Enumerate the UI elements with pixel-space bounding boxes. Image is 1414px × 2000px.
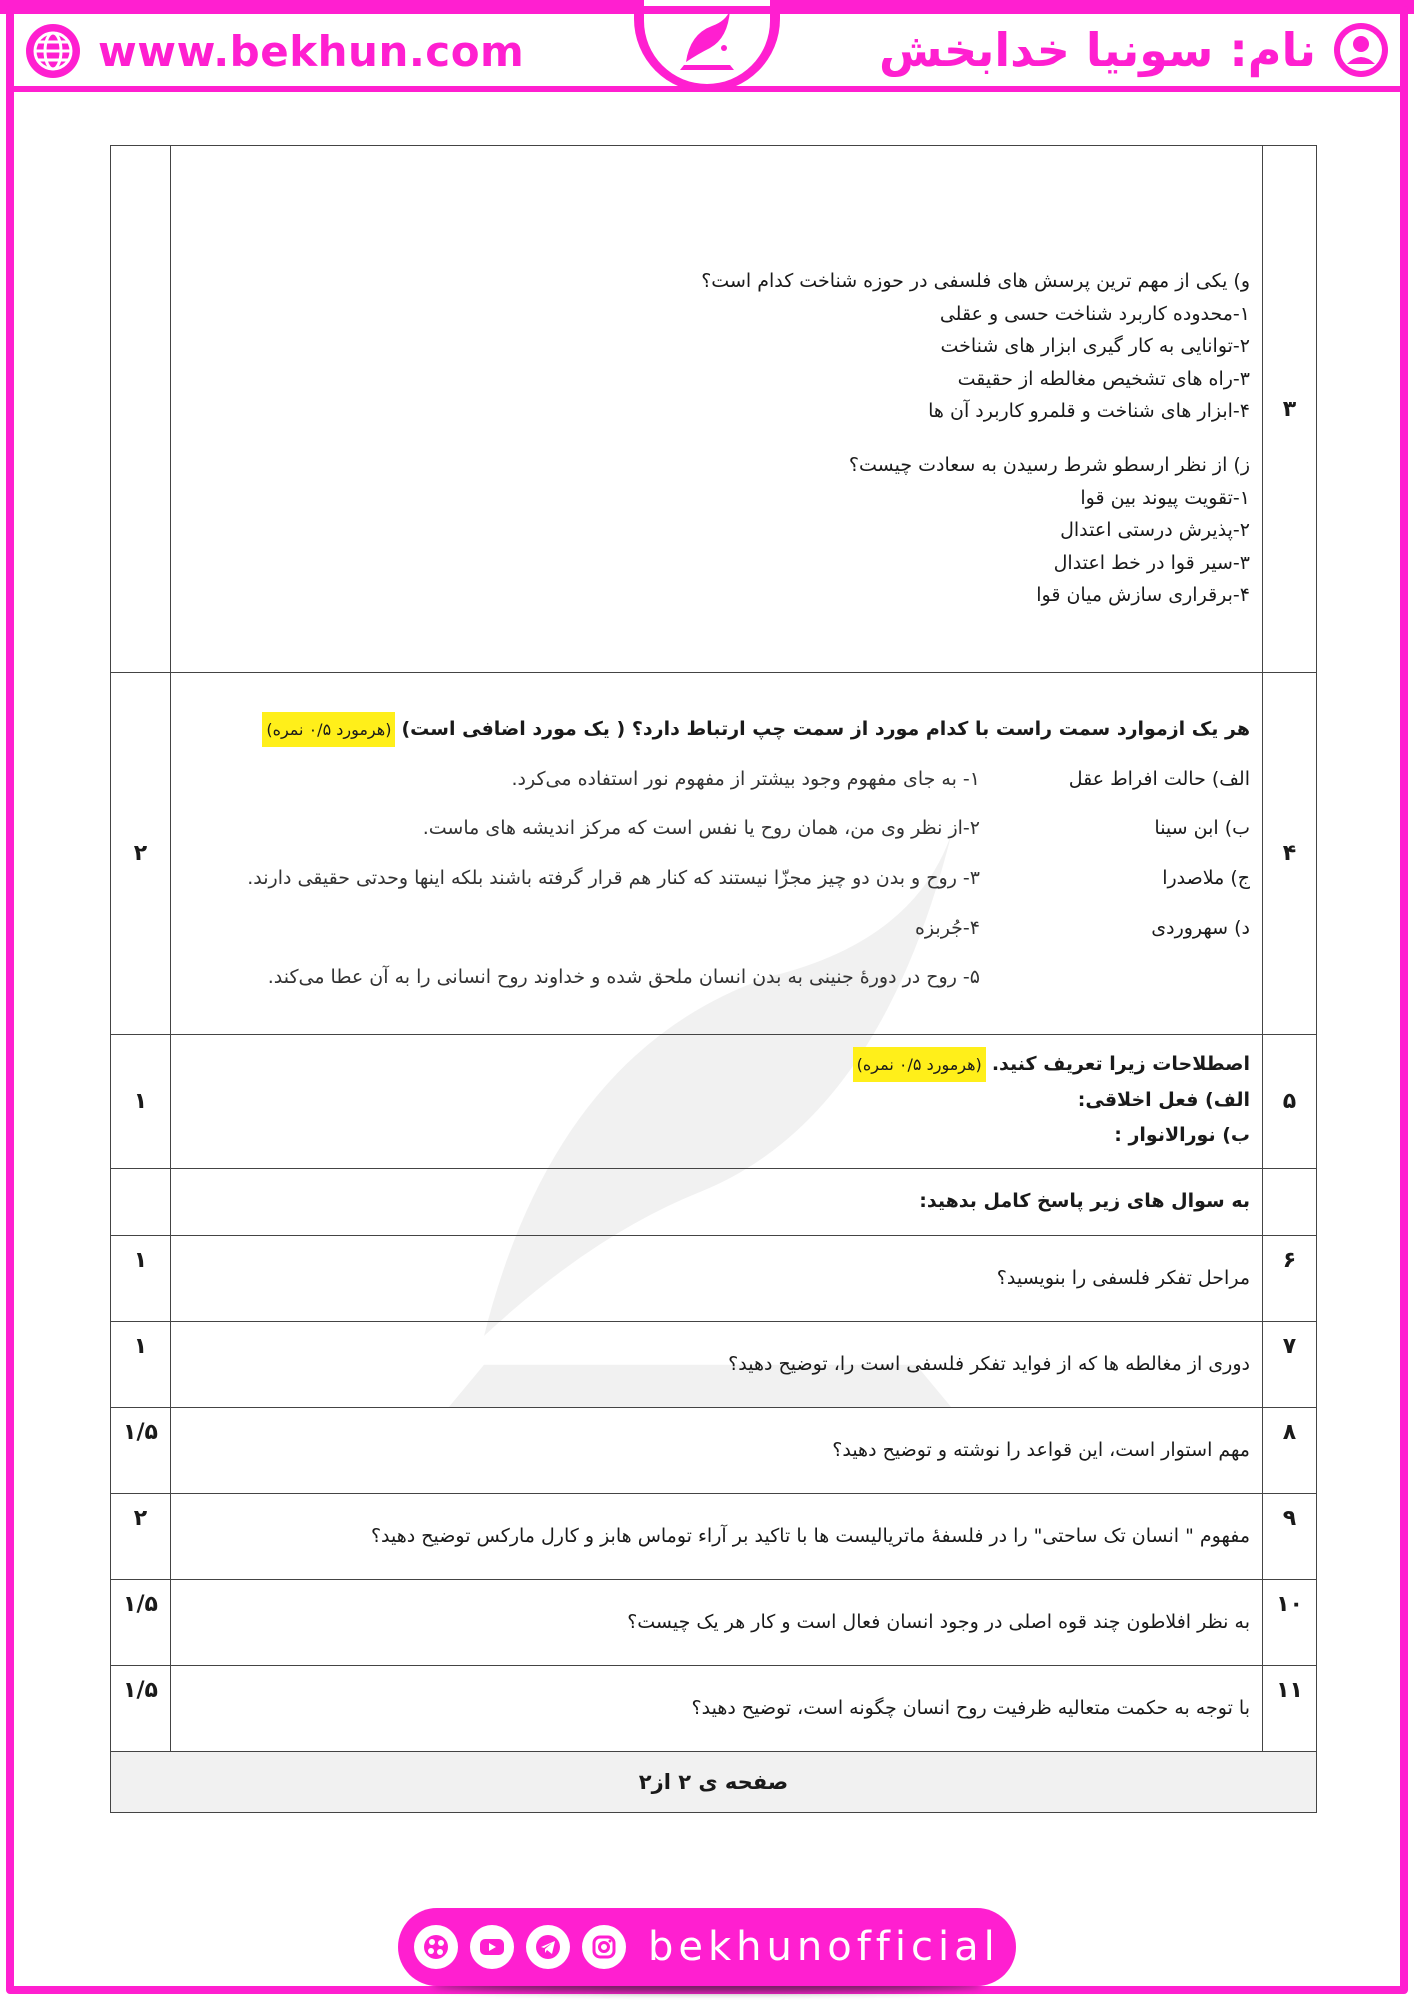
question-text: مفهوم " انسان تک ساحتی" را در فلسفۀ ماتریالیست ها با تاکید بر آراء توماس هابز و کارل مارکس توضیح دهید؟: [171, 1494, 1263, 1580]
question-body: [171, 146, 1263, 673]
question-number: ۷: [1263, 1322, 1317, 1408]
table-row: [111, 1236, 1317, 1322]
option-item: ۱-تقویت پیوند بین قوا: [1080, 486, 1250, 509]
question-text: مراحل تفکر فلسفی را بنویسید؟: [171, 1236, 1263, 1322]
term-item: ب) نورالانوار :: [1114, 1124, 1250, 1147]
match-definition: ۳- روح و بدن دو چیز مجزّا نیستند که کنار هم قرار گرفته باشند بلکه اینها وحدتی حقیقی دارند.: [247, 867, 980, 889]
option-item: ۲-پذیرش درستی اعتدال: [1060, 519, 1250, 542]
table-row: [111, 146, 1317, 673]
website-url: www.bekhun.com: [98, 26, 525, 76]
telegram-icon[interactable]: [526, 1925, 570, 1969]
question-body: [171, 1035, 1263, 1169]
question-score: ۲: [111, 673, 171, 1035]
question-score: ۱/۵: [111, 1666, 171, 1752]
social-handle[interactable]: bekhunofficial: [648, 1924, 1000, 1970]
question-number: ۱۰: [1263, 1580, 1317, 1666]
match-row: [183, 865, 1250, 893]
student-name: نام: سونیا خدابخش: [878, 23, 1316, 77]
match-term: ج) ملاصدرا: [1162, 867, 1250, 889]
question-score: ۲: [111, 1494, 171, 1580]
score-note: (هرمورد ۰/۵ نمره): [853, 1047, 986, 1082]
table-row: [111, 1035, 1317, 1169]
question-score: ۱/۵: [111, 1580, 171, 1666]
question-number: ۵: [1263, 1035, 1317, 1169]
question-text: مهم استوار است، این قواعد را نوشته و توضیح دهید؟: [171, 1408, 1263, 1494]
question-title: هر یک ازموارد سمت راست با کدام مورد از سمت چپ ارتباط دارد؟ ( یک مورد اضافی است): [401, 718, 1250, 741]
match-definition: ۵- روح در دورۀ جنینی به بدن انسان ملحق شده و خداوند روح انسانی را به آن عطا می‌کند.: [267, 966, 980, 989]
table-row: [111, 1494, 1317, 1580]
table-row: [111, 1666, 1317, 1752]
aparat-icon[interactable]: [414, 1925, 458, 1969]
question-title: اصطلاحات زیرا تعریف کنید.: [991, 1053, 1250, 1076]
youtube-icon[interactable]: [470, 1925, 514, 1969]
match-row: [183, 766, 1250, 794]
question-text: با توجه به حکمت متعالیه ظرفیت روح انسان چگونه است، توضیح دهید؟: [171, 1666, 1263, 1752]
question-text: به نظر افلاطون چند قوه اصلی در وجود انسان فعال است و کار هر یک چیست؟: [171, 1580, 1263, 1666]
exam-table: [110, 145, 1317, 1813]
question-stem: و) یکی از مهم ترین پرسش های فلسفی در حوزه شناخت کدام است؟: [701, 270, 1250, 293]
question-number: ۳: [1263, 146, 1317, 673]
question-stem: ز) از نظر ارسطو شرط رسیدن به سعادت چیست؟: [848, 454, 1250, 476]
instagram-icon[interactable]: [582, 1925, 626, 1969]
question-number: ۹: [1263, 1494, 1317, 1580]
table-row: [111, 1408, 1317, 1494]
question-score: ۱/۵: [111, 1408, 171, 1494]
term-item: الف) فعل اخلاقی:: [1077, 1088, 1250, 1111]
option-item: ۳-سیر قوا در خط اعتدال: [1053, 551, 1250, 574]
page-number: صفحه ی ۲ از۲: [111, 1752, 1317, 1813]
question-score: ۱: [111, 1035, 171, 1169]
question-score: ۱: [111, 1322, 171, 1408]
option-item: ۱-محدوده کاربرد شناخت حسی و عقلی: [939, 302, 1250, 325]
question-number: ۶: [1263, 1236, 1317, 1322]
match-row: [183, 815, 1250, 843]
section-heading: به سوال های زیر پاسخ کامل بدهید:: [171, 1169, 1263, 1236]
option-item: ۳-راه های تشخیص مغالطه از حقیقت: [957, 367, 1250, 390]
option-item: ۴-ابزار های شناخت و قلمرو کاربرد آن ها: [928, 400, 1250, 423]
table-row: [111, 1169, 1317, 1236]
match-definition: ۲-از نظر وی من، همان روح یا نفس است که مرکز اندیشه های ماست.: [422, 817, 980, 840]
table-row: [111, 1580, 1317, 1666]
social-bar: [398, 1908, 1016, 1986]
score-note: (هرمورد ۰/۵ نمره): [262, 712, 395, 747]
match-term: د) سهروردی: [1151, 916, 1250, 939]
table-row: [111, 673, 1317, 1035]
table-row: [111, 1322, 1317, 1408]
match-term: الف) حالت افراط عقل: [1068, 767, 1250, 790]
match-definition: ۱- به جای مفهوم وجود بیشتر از مفهوم نور استفاده می‌کرد.: [511, 767, 980, 790]
question-body: [171, 673, 1263, 1035]
question-text: دوری از مغالطه ها که از فواید تفکر فلسفی است را، توضیح دهید؟: [171, 1322, 1263, 1408]
option-item: ۲-توانایی به کار گیری ابزار های شناخت: [940, 335, 1250, 358]
question-number: ۸: [1263, 1408, 1317, 1494]
match-definition: ۴-جُربزه: [914, 916, 980, 939]
question-score: [111, 146, 171, 673]
match-row: [183, 964, 1250, 992]
match-row: [183, 915, 1250, 943]
question-score: ۱: [111, 1236, 171, 1322]
question-number: ۱۱: [1263, 1666, 1317, 1752]
question-number: ۴: [1263, 673, 1317, 1035]
table-row: [111, 1752, 1317, 1813]
option-item: ۴-برقراری سازش میان قوا: [1036, 584, 1250, 607]
match-term: ب) ابن سینا: [1154, 817, 1250, 840]
